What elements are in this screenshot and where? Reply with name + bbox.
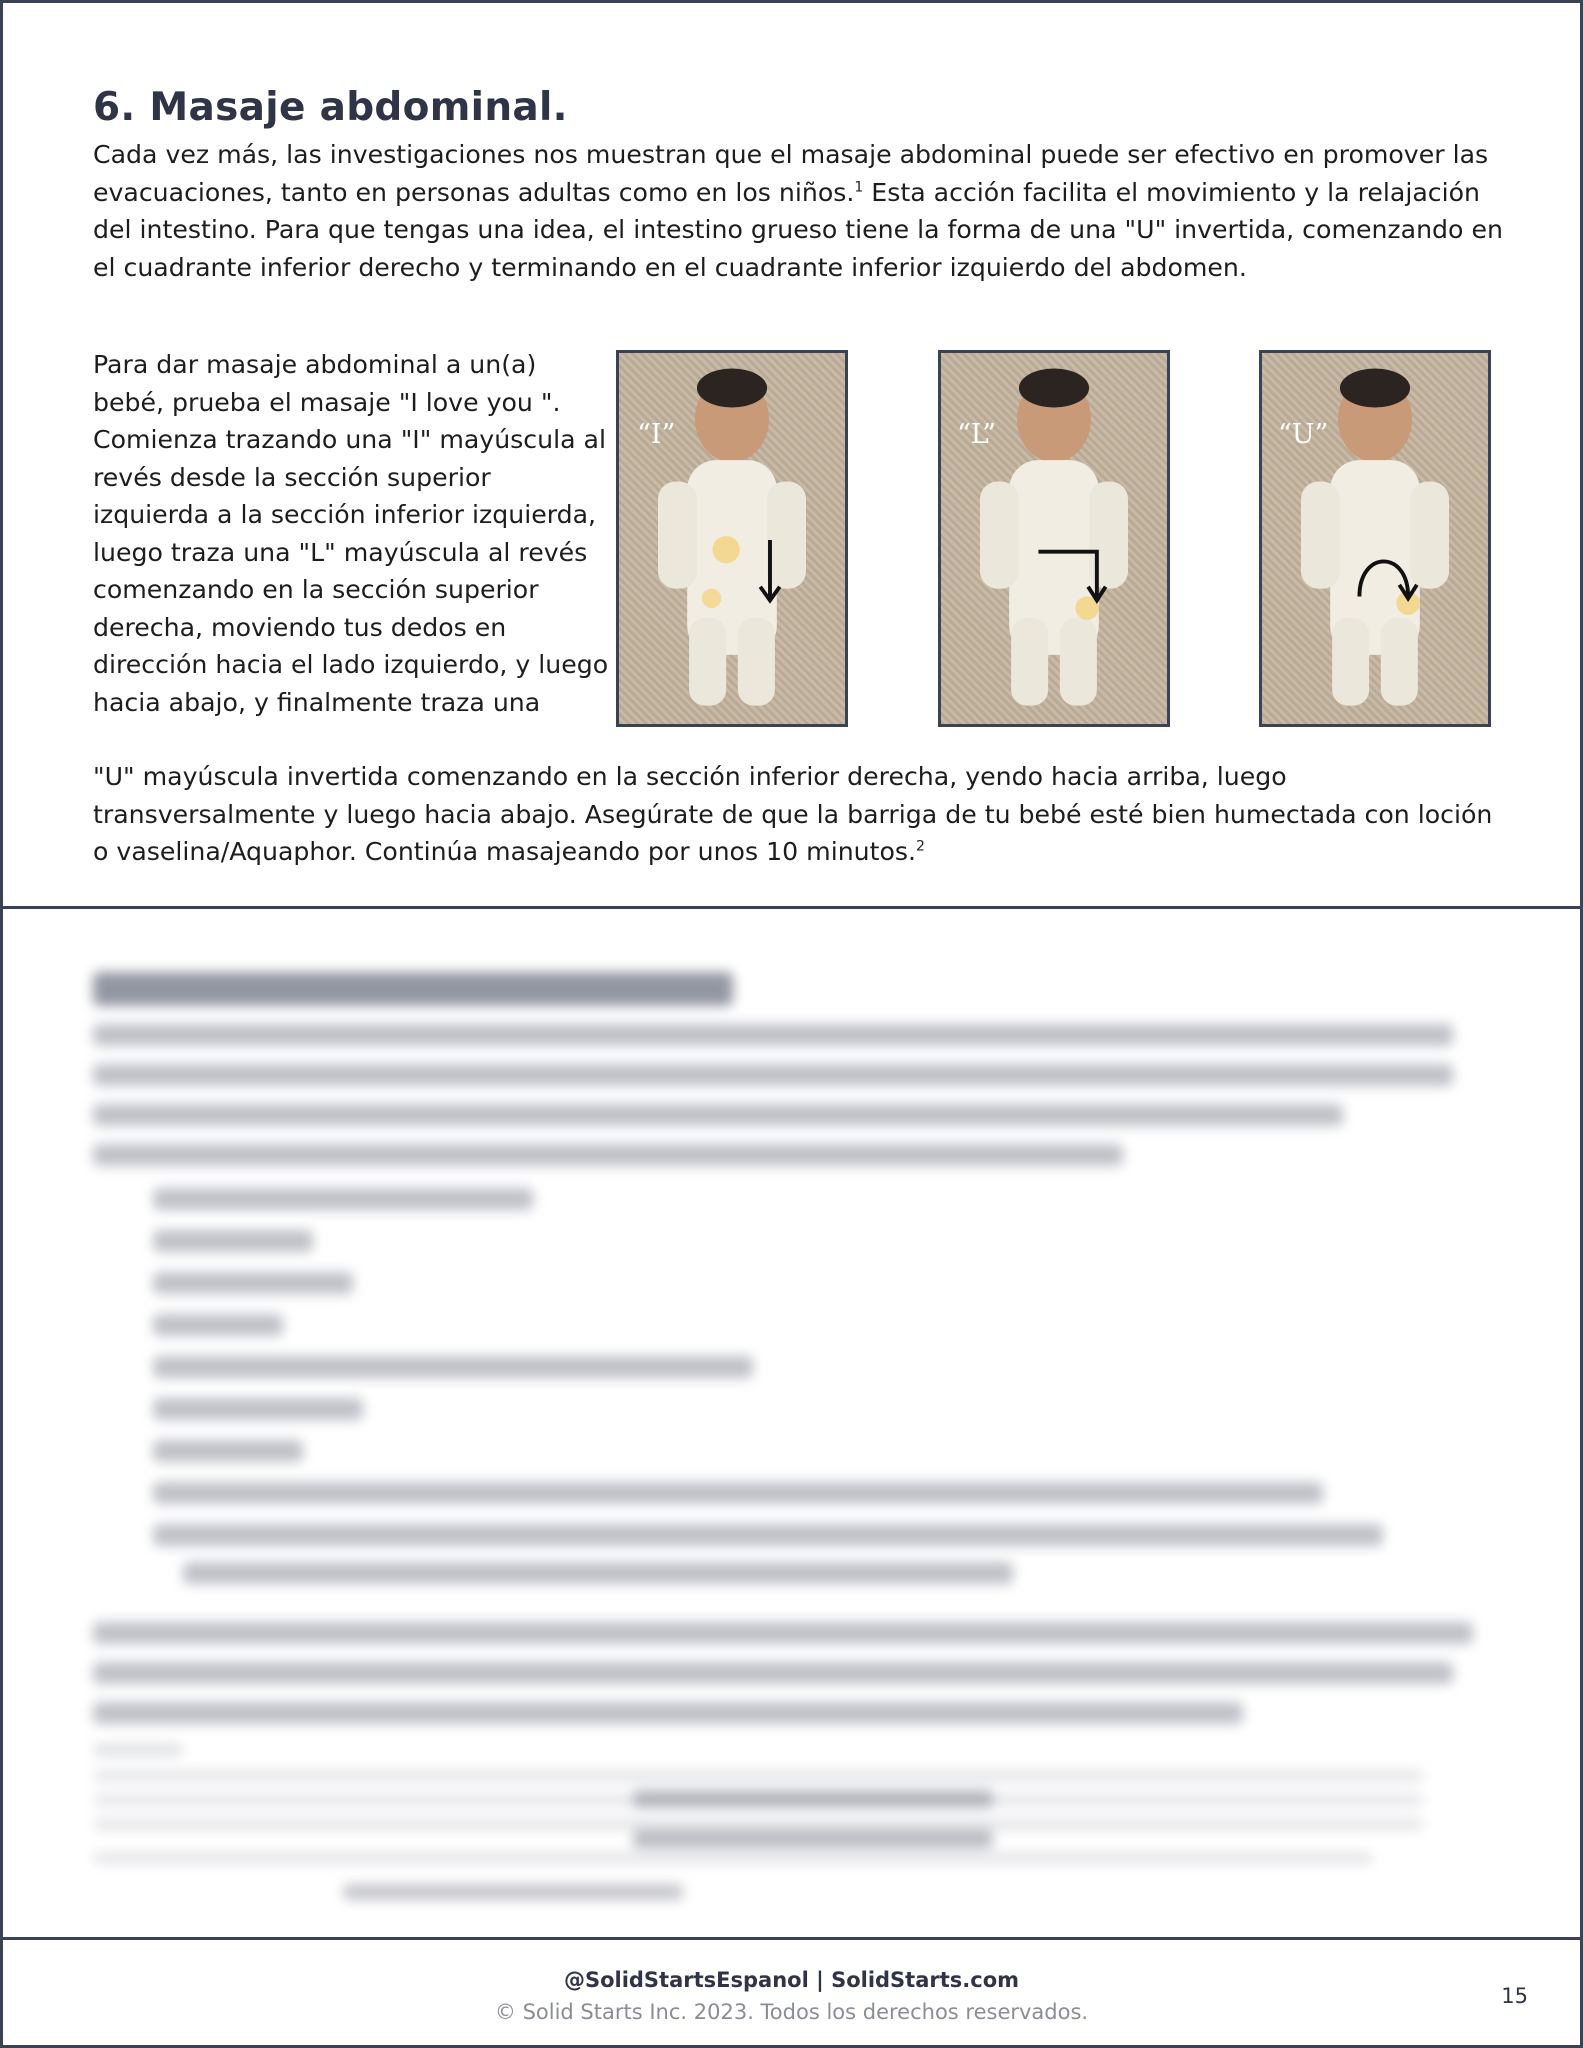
footnote-ref-1: 1 bbox=[854, 179, 864, 196]
instructions-text-end: "U" mayúscula invertida comenzando en la sección inferior derecha, yendo hacia arriba, luego transversalmente y luego hacia abajo. Asegúrate de que la barriga de tu bebé esté bien humectada con loción o vaselina/Aquaphor. Continúa masajeando por unos 10 minutos. bbox=[93, 762, 1493, 866]
baby-photo-i bbox=[616, 350, 848, 727]
instructions-paragraph-start: Para dar masaje abdominal a un(a) bebé, prueba el masaje "I love you ". Comienza trazando una "I" mayúscula al revés desde la sección superior izquierda a la sección inferior izquierda, luego traza una "L" mayúscula al revés comenzando en la sección superior derecha, moviendo tus dedos en dirección hacia el lado izquierdo, y luego hacia abajo, y finalmente traza una bbox=[93, 350, 609, 717]
instructions-paragraph-end bbox=[93, 758, 1513, 871]
intro-text-tail: Esta acción facilita el movimiento y la relajación del intestino. Para que tengas una idea, el intestino grueso tiene la forma de una "U" invertida, comenzando en el cuadrante inferior derecho y terminando en el cuadrante inferior izquierdo del abdomen. bbox=[93, 177, 1503, 282]
photo-label-i: “I” bbox=[637, 419, 676, 450]
baby-photo-l bbox=[938, 350, 1170, 727]
footer-copyright: © Solid Starts Inc. 2023. Todos los derechos reservados. bbox=[494, 2000, 1089, 2024]
page-number: 15 bbox=[1501, 1984, 1528, 2008]
footer-social: @SolidStartsEspanol | SolidStarts.com bbox=[563, 1968, 1020, 1992]
blurred-content bbox=[3, 912, 1580, 1936]
blurred-placeholder bbox=[3, 912, 1580, 1936]
section-heading: 6. Masaje abdominal. bbox=[93, 85, 568, 130]
intro-text: Cada vez más, las investigaciones nos muestran que el masaje abdominal puede ser efectivo en promover las evacuaciones, tanto en personas adultas como en los niños. bbox=[93, 140, 1489, 207]
footnote-ref-2: 2 bbox=[916, 838, 925, 855]
abdominal-massage-section bbox=[3, 3, 1580, 909]
baby-illustration bbox=[619, 353, 845, 724]
photo-label-u: “U” bbox=[1278, 419, 1329, 450]
baby-illustration bbox=[941, 353, 1167, 724]
baby-illustration bbox=[1262, 353, 1488, 724]
photo-label-l: “L” bbox=[957, 419, 997, 450]
baby-photo-u bbox=[1259, 350, 1491, 727]
intro-paragraph bbox=[93, 136, 1513, 286]
page-footer bbox=[3, 1937, 1580, 2045]
